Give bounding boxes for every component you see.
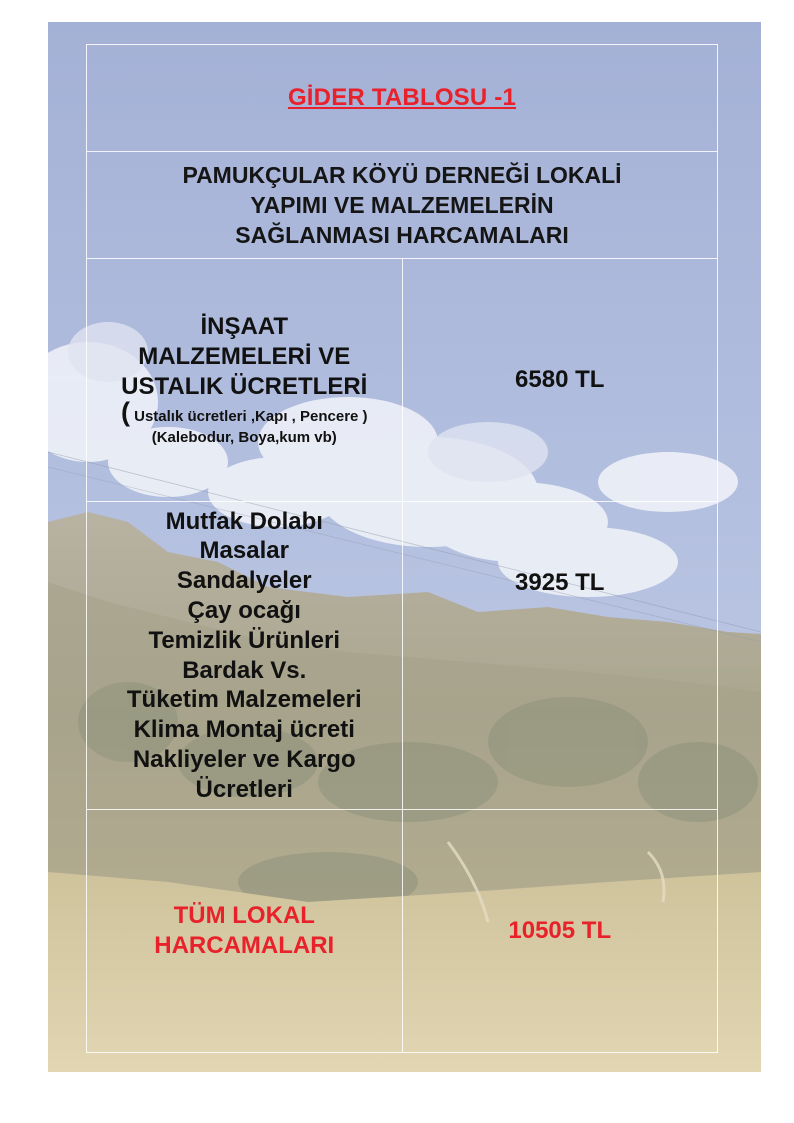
- list-item: Nakliyeler ve Kargo: [132, 745, 356, 773]
- list-item: Temizlik Ürünleri: [148, 626, 341, 654]
- list-item: Masalar: [199, 537, 289, 565]
- equipment-list: [87, 507, 402, 805]
- table-subtitle: [87, 160, 717, 250]
- detail-line: Ustalık ücretleri ,Kapı , Pencere ): [134, 408, 368, 425]
- equipment-amount-cell: [402, 502, 718, 810]
- list-item: Mutfak Dolabı: [165, 507, 323, 535]
- subtitle-line: PAMUKÇULAR KÖYÜ DERNEĞİ LOKALİ: [182, 162, 622, 188]
- construction-amount-cell: [402, 259, 718, 502]
- list-item: Ücretleri: [195, 775, 293, 803]
- total-amount-cell: [402, 810, 718, 1053]
- total-label-cell: [87, 810, 403, 1053]
- list-item: Çay ocağı: [187, 596, 301, 624]
- construction-amount: 6580 TL: [515, 366, 605, 393]
- total-label: [87, 901, 402, 961]
- list-item: Bardak Vs.: [182, 656, 307, 684]
- list-item: Tüketim Malzemeleri: [126, 686, 362, 714]
- label-line: MALZEMELERİ VE: [138, 343, 351, 370]
- subtitle-line: SAĞLANMASI HARCAMALARI: [235, 222, 569, 248]
- construction-label-cell: [87, 259, 403, 502]
- list-item: Sandalyeler: [176, 567, 312, 595]
- expense-table: [86, 44, 718, 1053]
- equipment-amount: 3925 TL: [515, 569, 605, 596]
- equipment-label-cell: [87, 502, 403, 810]
- construction-label: [87, 312, 402, 402]
- total-label-line: HARCAMALARI: [154, 932, 335, 959]
- open-paren: (: [120, 397, 130, 427]
- label-line: İNŞAAT: [200, 313, 289, 340]
- title-cell: [87, 45, 718, 152]
- subtitle-cell: [87, 152, 718, 259]
- table-title: GİDER TABLOSU -1: [287, 84, 517, 111]
- total-label-line: TÜM LOKAL: [173, 902, 315, 929]
- total-amount: 10505 TL: [508, 917, 612, 944]
- list-item: Klima Montaj ücreti: [133, 716, 355, 744]
- detail-line: (Kalebodur, Boya,kum vb): [151, 429, 337, 446]
- label-line: USTALIK ÜCRETLERİ: [121, 373, 368, 400]
- subtitle-line: YAPIMI VE MALZEMELERİN: [250, 192, 554, 218]
- construction-details: [87, 397, 402, 448]
